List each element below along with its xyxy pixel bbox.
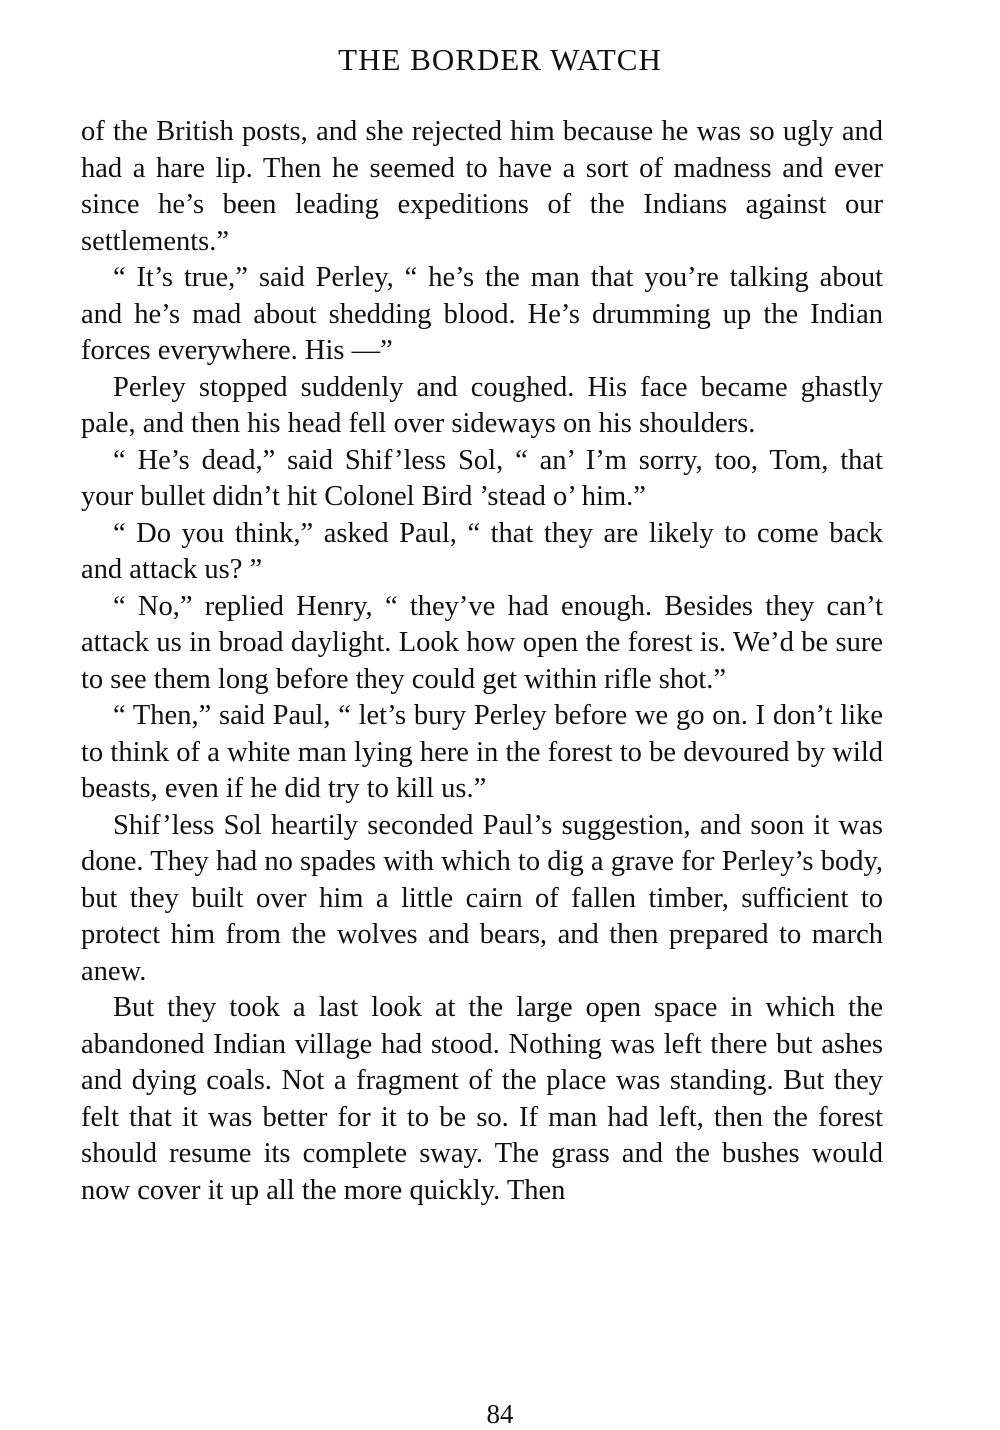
running-head: THE BORDER WATCH: [338, 42, 662, 77]
paragraph: of the British posts, and she rejected him because he was so ugly and had a hare lip. Then he seemed to have a sort of madness and ever since he’s been leading expeditions of the Indians against our settlements.”: [81, 116, 883, 257]
paragraph: Perley stopped suddenly and coughed. His face became ghastly pale, and then his head fell over sideways on his shoulders.: [81, 371, 883, 439]
page-number: 84: [486, 1399, 514, 1429]
paragraph: Shif’less Sol heartily seconded Paul’s suggestion, and soon it was done. They had no spades with which to dig a grave for Perley’s body, but they built over him a little cairn of fallen timber, sufficient to protect him from the wolves and bears, and then prepared to march anew.: [81, 809, 883, 987]
body-text: [81, 114, 883, 1209]
paragraph: But they took a last look at the large open space in which the abandoned Indian village had stood. Nothing was left there but ashes and dying coals. Not a fragment of the place was standing. But they felt that it was better for it to be so. If man had left, then the forest should resume its complete sway. The grass and the bushes would now cover it up all the more quickly. Then: [81, 992, 883, 1206]
paragraph: “ No,” replied Henry, “ they’ve had enough. Besides they can’t attack us in broad daylight. Look how open the forest is. We’d be sure to see them long before they could get within rifle shot.”: [81, 590, 883, 695]
paragraph: “ Then,” said Paul, “ let’s bury Perley before we go on. I don’t like to think of a white man lying here in the forest to be devoured by wild beasts, even if he did try to kill us.”: [81, 700, 883, 804]
paragraph: “ He’s dead,” said Shif’less Sol, “ an’ I’m sorry, too, Tom, that your bullet didn’t hit Colonel Bird ’stead o’ him.”: [81, 444, 883, 512]
paragraph: “ It’s true,” said Perley, “ he’s the man that you’re talking about and he’s mad about shedding blood. He’s drumming up the Indian forces everywhere. His —”: [81, 262, 883, 366]
paragraph: “ Do you think,” asked Paul, “ that they are likely to come back and attack us? ”: [81, 517, 883, 585]
